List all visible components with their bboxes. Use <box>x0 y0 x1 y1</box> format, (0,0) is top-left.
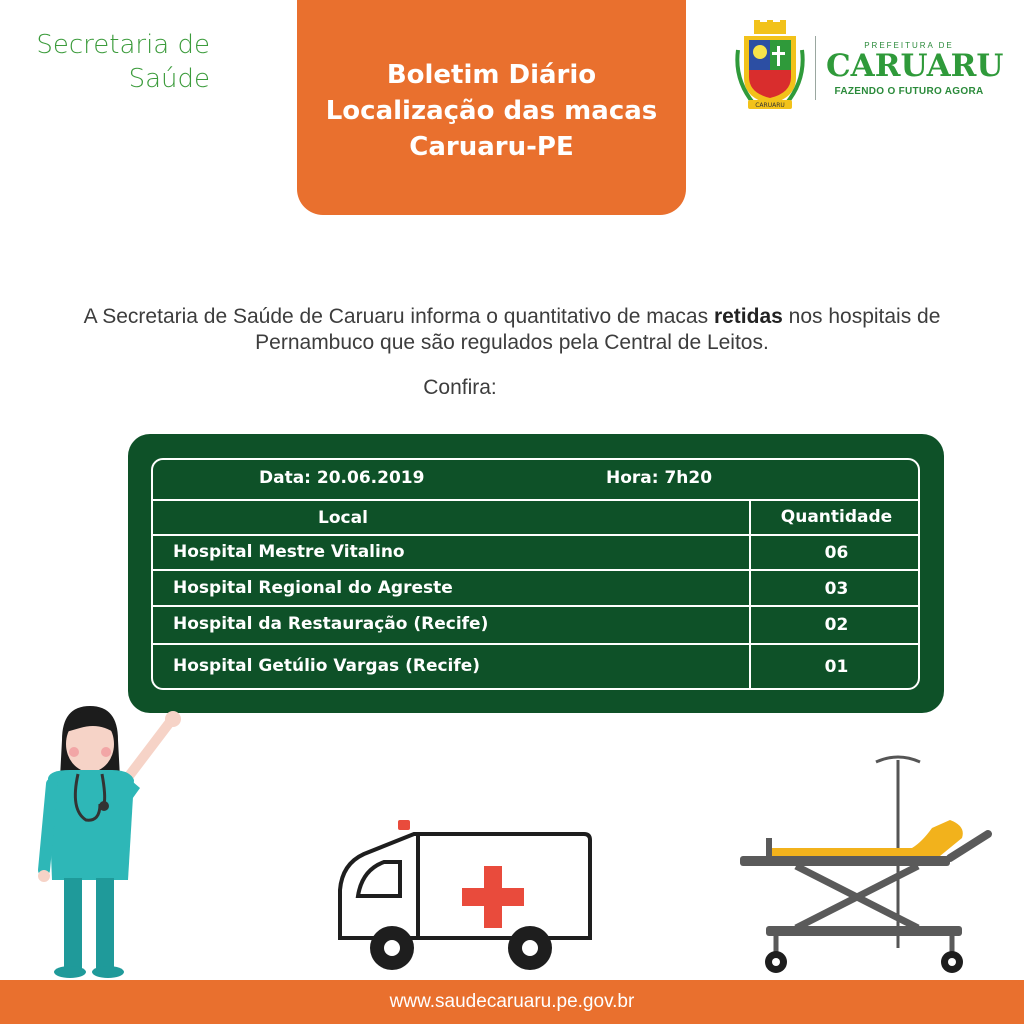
secretaria-label <box>20 28 210 96</box>
nurse-illustration <box>30 700 200 982</box>
prefeitura-logo <box>734 20 1004 115</box>
row-local: Hospital Regional do Agreste <box>173 578 453 598</box>
prefeitura-label: PREFEITURA DE <box>864 41 954 50</box>
table-divider <box>153 569 918 571</box>
table-divider <box>153 605 918 607</box>
intro-text-before: A Secretaria de Saúde de Caruaru informa o quantitativo de macas <box>83 305 714 328</box>
stretcher-icon <box>736 752 996 980</box>
row-quantity: 06 <box>824 543 849 563</box>
table-divider <box>153 499 918 501</box>
column-header-local: Local <box>318 508 368 528</box>
city-crest-icon <box>734 20 806 110</box>
table-date: Data: 20.06.2019 <box>259 468 425 488</box>
footer-url-link[interactable]: www.saudecaruaru.pe.gov.br <box>389 991 635 1012</box>
intro-bold-word: retidas <box>713 305 783 328</box>
row-quantity: 01 <box>824 657 849 677</box>
intro-text-after: nos hospitais de Pernambuco que são regulados pela Central de Leitos. <box>255 305 941 354</box>
intro-paragraph <box>30 304 994 356</box>
table-divider <box>153 534 918 536</box>
title-banner <box>297 0 686 215</box>
secretaria-line2: Saúde <box>128 64 210 94</box>
footer-bar <box>0 980 1024 1024</box>
slogan: FAZENDO O FUTURO AGORA <box>834 86 984 97</box>
stretcher-table <box>151 458 920 690</box>
table-time: Hora: 7h20 <box>606 468 713 488</box>
confira-label: Confira: <box>423 376 497 399</box>
row-quantity: 03 <box>824 579 849 599</box>
title-line2: Localização das macas <box>325 95 658 126</box>
row-local: Hospital da Restauração (Recife) <box>173 614 489 634</box>
ambulance-icon <box>334 820 596 976</box>
row-local: Hospital Mestre Vitalino <box>173 542 405 562</box>
crest-text: CARUARU <box>755 102 785 109</box>
caruaru-wordmark: CARUARU <box>826 48 1004 84</box>
row-quantity: 02 <box>824 615 849 635</box>
row-local: Hospital Getúlio Vargas (Recife) <box>173 656 481 676</box>
logo-divider <box>815 36 816 100</box>
table-divider <box>153 643 918 645</box>
title-line3: Caruaru-PE <box>409 131 574 162</box>
stretcher-table-board <box>128 434 944 713</box>
column-header-quantidade: Quantidade <box>780 507 893 527</box>
secretaria-line1: Secretaria de <box>36 30 210 60</box>
title-line1: Boletim Diário <box>386 59 597 90</box>
